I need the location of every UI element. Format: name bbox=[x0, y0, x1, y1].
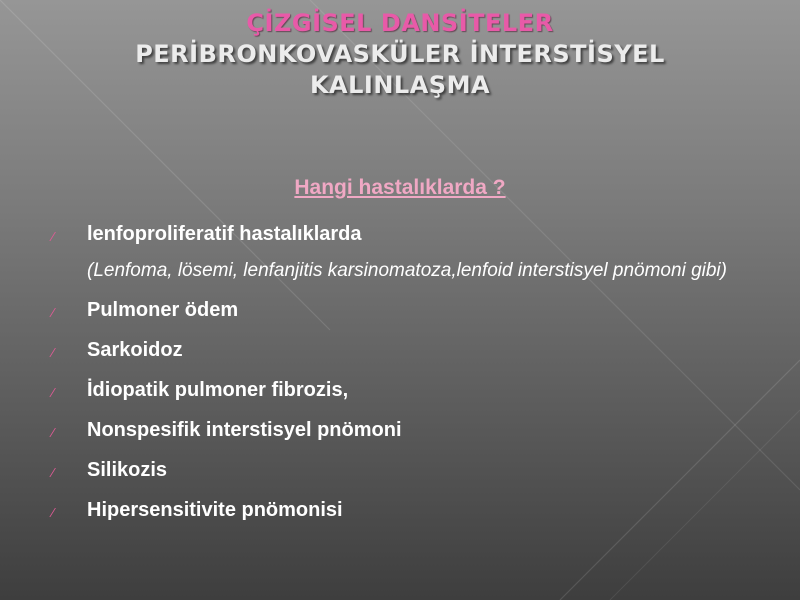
list-item bbox=[52, 222, 752, 246]
list-item-label: lenfoproliferatif hastalıklarda bbox=[87, 223, 362, 245]
list-item bbox=[52, 418, 752, 442]
bullet-icon: ⁄ bbox=[52, 345, 55, 360]
list-item bbox=[52, 298, 752, 322]
slide-title bbox=[0, 8, 800, 101]
list-item bbox=[52, 338, 752, 362]
slide-subtitle: Hangi hastalıklarda ? bbox=[294, 176, 506, 199]
list-item-label: Hipersensitivite pnömonisi bbox=[87, 499, 343, 521]
list-item bbox=[52, 458, 752, 482]
bullet-icon: ⁄ bbox=[52, 505, 55, 520]
list-item-label: Sarkoidoz bbox=[87, 339, 183, 361]
bullet-icon: ⁄ bbox=[52, 305, 55, 320]
title-line-3: KALINLAŞMA bbox=[309, 71, 491, 99]
bullet-icon: ⁄ bbox=[52, 229, 55, 244]
bullet-icon: ⁄ bbox=[52, 425, 55, 440]
bullet-icon: ⁄ bbox=[52, 465, 55, 480]
list-item bbox=[52, 498, 752, 522]
title-line-2: PERİBRONKOVASKÜLER İNTERSTİSYEL bbox=[135, 40, 665, 68]
list-item-detail: (Lenfoma, lösemi, lenfanjitis karsinomatoza,lenfoid interstisyel pnömoni gibi) bbox=[87, 260, 727, 281]
list-item-label: İdiopatik pulmoner fibrozis, bbox=[87, 379, 349, 401]
list-item bbox=[52, 378, 752, 402]
list-item-label: Silikozis bbox=[87, 459, 168, 481]
list-item-label: Nonspesifik interstisyel pnömoni bbox=[87, 419, 402, 441]
title-line-1: ÇİZGİSEL DANSİTELER bbox=[246, 9, 554, 37]
bullet-icon: ⁄ bbox=[52, 385, 55, 400]
bullet-list bbox=[52, 222, 752, 538]
list-item-label: Pulmoner ödem bbox=[87, 299, 239, 321]
